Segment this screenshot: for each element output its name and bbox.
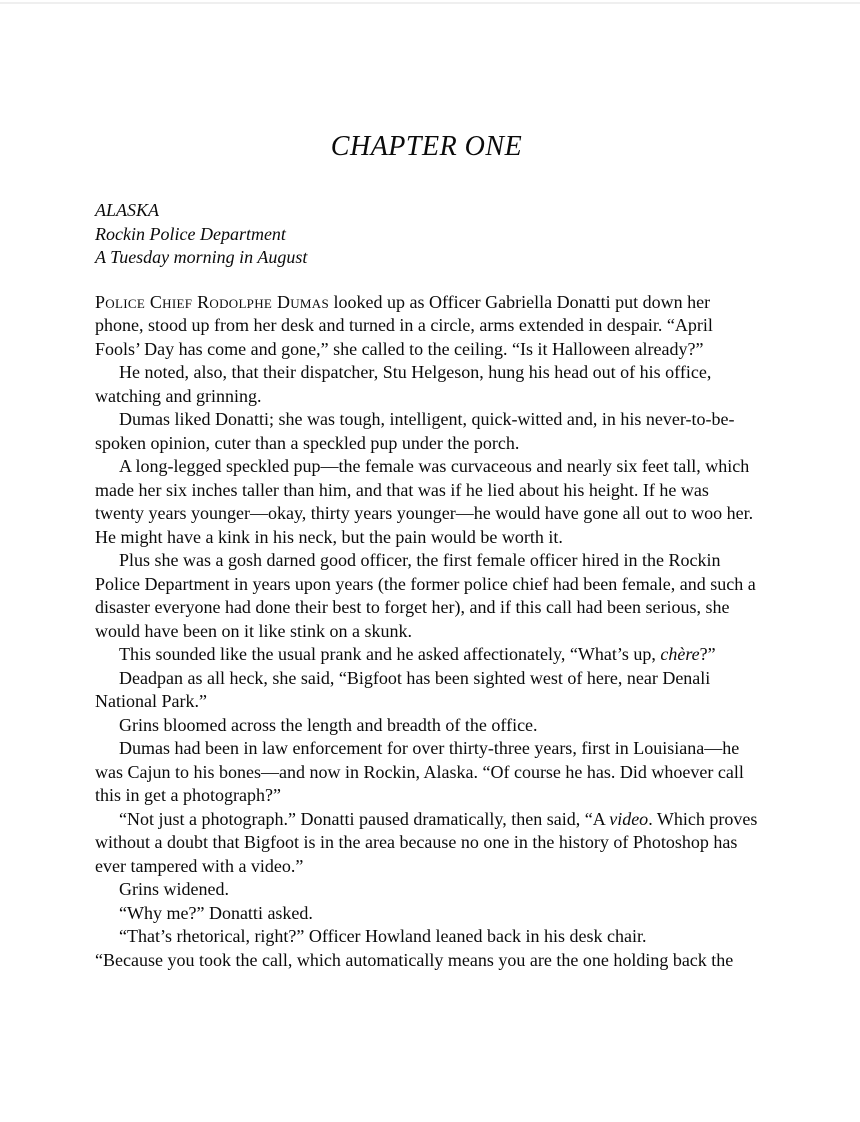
dateline-line: A Tuesday morning in August — [95, 247, 308, 267]
text-run: looked up as Officer Gabriella Donatti put down her phone, stood up from her desk and turned in a circle, arms extended in despair. “April Fools’ Day has come and gone,” she called to the ceiling. “Is it Halloween already?” — [95, 291, 713, 359]
text-run: Deadpan as all heck, she said, “Bigfoot has been sighted west of here, near Denali National Park.” — [95, 667, 711, 711]
paragraph — [95, 408, 758, 455]
italic-word: chère — [660, 644, 700, 664]
paragraph — [95, 808, 758, 879]
paragraph — [95, 455, 758, 549]
text-run: “Because you took the call, which automatically means you are the one holding back the — [95, 949, 734, 970]
text-run: He noted, also, that their dispatcher, Stu Helgeson, hung his head out of his office, watching and grinning. — [95, 362, 712, 406]
page-content — [95, 0, 758, 1060]
paragraph — [95, 878, 758, 902]
scene-dateline — [95, 199, 758, 270]
paragraph — [95, 361, 758, 408]
text-run: . Which proves without a doubt that Bigfoot is in the area because no one in the history of Photoshop has ever tampered with a video.” — [95, 808, 758, 876]
paragraph — [95, 737, 758, 808]
text-run: “Why me?” Donatti asked. — [119, 902, 313, 923]
dateline-line: Rockin Police Department — [95, 223, 286, 244]
text-run: Dumas liked Donatti; she was tough, intelligent, quick-witted and, in his never-to-be-spoken opinion, cuter than a speckled pup under the porch. — [95, 409, 735, 453]
text-run: Grins widened. — [119, 879, 229, 899]
chapter-title: CHAPTER ONE — [330, 131, 523, 162]
paragraph — [95, 925, 758, 949]
body-text — [95, 291, 758, 970]
text-run: ?” — [699, 644, 716, 664]
text-run: This sounded like the usual prank and he asked affectionately, “What’s up, — [119, 644, 661, 664]
text-run: “Not just a photograph.” Donatti paused dramatically, then said, “A — [119, 808, 610, 829]
paragraph — [95, 714, 758, 738]
dateline-line: ALASKA — [95, 200, 160, 220]
paragraph — [95, 291, 758, 362]
paragraph — [95, 902, 758, 926]
paragraph — [95, 667, 758, 714]
italic-word: video — [609, 808, 649, 829]
small-caps-lead-in: Police Chief Rodolphe Dumas — [95, 291, 330, 312]
paragraph — [95, 643, 758, 667]
text-run: Plus she was a gosh darned good officer, the first female officer hired in the Rockin Police Department in years upon years (the former police chief had been female, and such a disaster everyone had done their best to forget her), and if this call had been serious, she would have been on it like stink on a skunk. — [95, 550, 756, 641]
text-run: A long-legged speckled pup—the female was curvaceous and nearly six feet tall, which made her six inches taller than him, and that was if he lied about his height. If he was twenty years younger—okay, thirty years younger—he would have gone all out to woo her. He might have a kink in his neck, but the pain would be worth it. — [95, 456, 754, 547]
text-run: Grins bloomed across the length and breadth of the office. — [119, 714, 538, 735]
text-run: Dumas had been in law enforcement for over thirty-three years, first in Louisiana—he was Cajun to his bones—and now in Rockin, Alaska. “Of course he has. Did whoever call this in get a photograph?” — [95, 738, 744, 805]
text-run: “That’s rhetorical, right?” Officer Howland leaned back in his desk chair. — [119, 926, 647, 946]
clipped-paragraph — [95, 949, 758, 970]
paragraph — [95, 549, 758, 643]
